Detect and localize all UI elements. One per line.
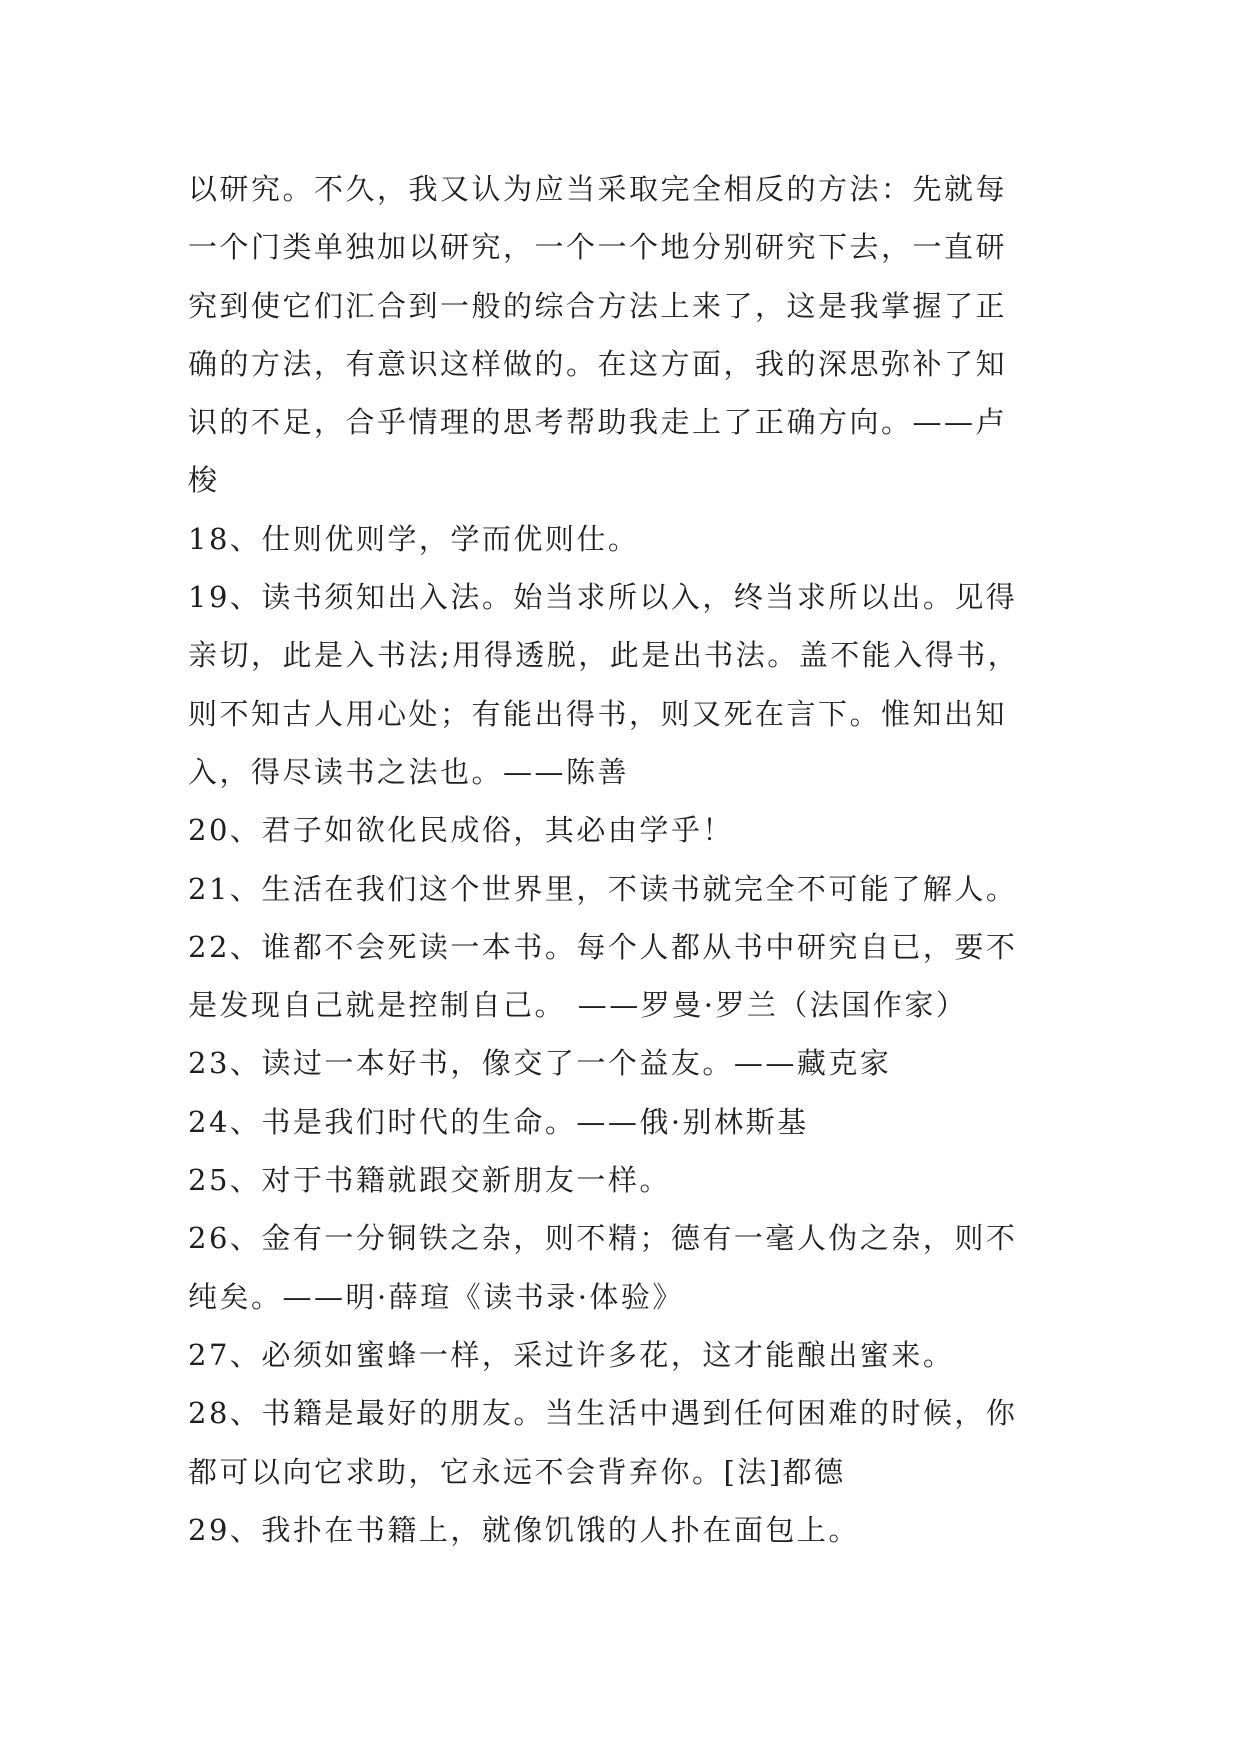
document-body — [188, 160, 1068, 1559]
text-line: 入，得尽读书之法也。——陈善 — [188, 754, 630, 789]
quote-21: 21、生活在我们这个世界里，不读书就完全不可能了解人。 — [188, 871, 1018, 906]
text-line: 则不知古人用心处；有能出得书，则又死在言下。惟知出知 — [188, 696, 1008, 731]
text-line: 梭 — [188, 463, 220, 498]
quote-24: 24、书是我们时代的生命。——俄·别林斯基 — [188, 1104, 809, 1139]
quote-23: 23、读过一本好书，像交了一个益友。——藏克家 — [188, 1046, 892, 1081]
quote-27: 27、必须如蜜蜂一样，采过许多花，这才能酿出蜜来。 — [188, 1337, 955, 1372]
quote-22: 22、谁都不会死读一本书。每个人都从书中研究自已，要不 — [188, 929, 1018, 964]
text-line: 一个门类单独加以研究，一个一个地分别研究下去，一直研 — [188, 230, 1008, 265]
quote-28: 28、书籍是最好的朋友。当生活中遇到任何困难的时候，你 — [188, 1396, 1018, 1431]
quote-20: 20、君子如欲化民成俗，其必由学乎！ — [188, 813, 734, 848]
text-line: 都可以向它求助，它永远不会背弃你。[法]都德 — [188, 1454, 846, 1489]
quote-29: 29、我扑在书籍上，就像饥饿的人扑在面包上。 — [188, 1512, 860, 1547]
text-line: 识的不足，合乎情理的思考帮助我走上了正确方向。——卢 — [188, 405, 1008, 440]
quote-25: 25、对于书籍就跟交新朋友一样。 — [188, 1163, 671, 1198]
text-line: 纯矣。——明·薛瑄《读书录·体验》 — [188, 1279, 684, 1314]
quote-26: 26、金有一分铜铁之杂，则不精；德有一毫人伪之杂，则不 — [188, 1221, 1018, 1256]
text-line: 是发现自己就是控制自己。 ——罗曼·罗兰（法国作家） — [188, 988, 968, 1023]
text-line: 亲切，此是入书法;用得透脱，此是出书法。盖不能入得书， — [188, 638, 1020, 673]
text-line: 究到使它们汇合到一般的综合方法上来了，这是我掌握了正 — [188, 288, 1008, 323]
quote-18: 18、仕则优则学，学而优则仕。 — [188, 521, 640, 556]
text-line: 以研究。不久，我又认为应当采取完全相反的方法：先就每 — [188, 172, 1008, 206]
quote-19: 19、读书须知出入法。始当求所以入，终当求所以出。见得 — [188, 580, 1018, 615]
text-line: 确的方法，有意识这样做的。在这方面，我的深思弥补了知 — [188, 346, 1008, 381]
